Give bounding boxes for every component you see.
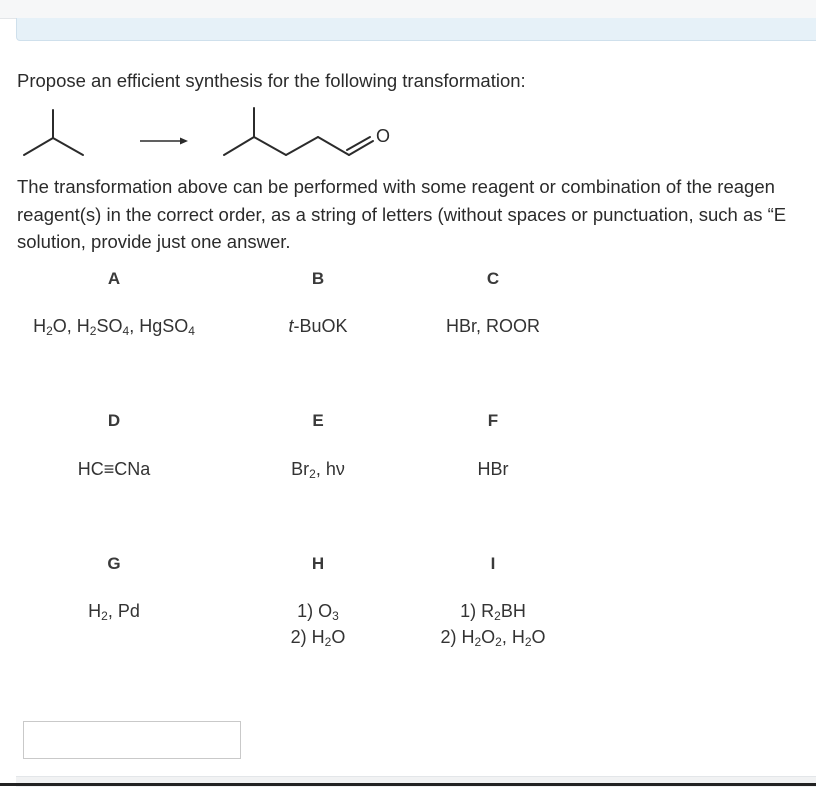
reagent-line: $Br_2$, hν — [291, 459, 345, 481]
reagent-letter-a: A — [107, 269, 121, 288]
reagent-a — [14, 313, 214, 339]
reagent-line: $H_2O$, $H_2SO_4$, HgSO$_4$ — [33, 316, 195, 338]
reaction-scheme — [16, 100, 396, 164]
reagent-line: 2) $H_2O$ — [290, 627, 346, 649]
question-prompt: Propose an efficient synthesis for the following transformation: — [17, 70, 526, 91]
reagent-line: 1) $O_3$ — [297, 601, 339, 623]
reagent-d — [14, 456, 214, 482]
reagent-letter-d: D — [107, 411, 121, 430]
reagent-letter-b: B — [311, 269, 325, 288]
reagent-letter-f: F — [487, 411, 499, 430]
instructions-line: solution, provide just one answer. — [17, 231, 291, 252]
reagent-c — [393, 313, 593, 339]
reagent-g — [14, 598, 214, 624]
top-strip — [0, 0, 816, 19]
info-banner — [16, 18, 816, 41]
reagent-letter-e: E — [312, 411, 324, 430]
reagent-e — [218, 456, 418, 482]
reagent-letter-c: C — [486, 269, 500, 288]
answer-input[interactable] — [23, 721, 241, 759]
instructions — [17, 173, 816, 256]
reagent-line: HC≡CNa — [77, 459, 151, 479]
reagent-b — [218, 313, 418, 339]
reagent-line: 1) $R_2BH$ — [460, 601, 526, 623]
reagent-letter-i: I — [490, 554, 496, 573]
reagent-line: 2) $H_2O_2$, $H_2O$ — [440, 627, 546, 649]
reagent-i — [393, 598, 593, 650]
instructions-line: The transformation above can be performed with some reagent or combination of the reagen — [17, 176, 775, 197]
reagent-line: HBr — [477, 459, 509, 479]
reagent-letter-h: H — [311, 554, 325, 573]
instructions-line: reagent(s) in the correct order, as a string of letters (without spaces or punctuation, such as “E — [17, 203, 787, 225]
reagent-h — [218, 598, 418, 650]
reagent-f — [393, 456, 593, 482]
reagent-line: $H_2$, Pd — [88, 601, 140, 623]
reactant-structure — [24, 110, 83, 155]
reagent-letter-g: G — [107, 554, 121, 573]
reagent-line: HBr, ROOR — [445, 316, 540, 336]
oxygen-atom-label: O — [375, 126, 391, 146]
reagent-line: t-BuOK — [288, 316, 348, 336]
reaction-arrow — [140, 138, 188, 145]
product-structure — [224, 108, 373, 155]
